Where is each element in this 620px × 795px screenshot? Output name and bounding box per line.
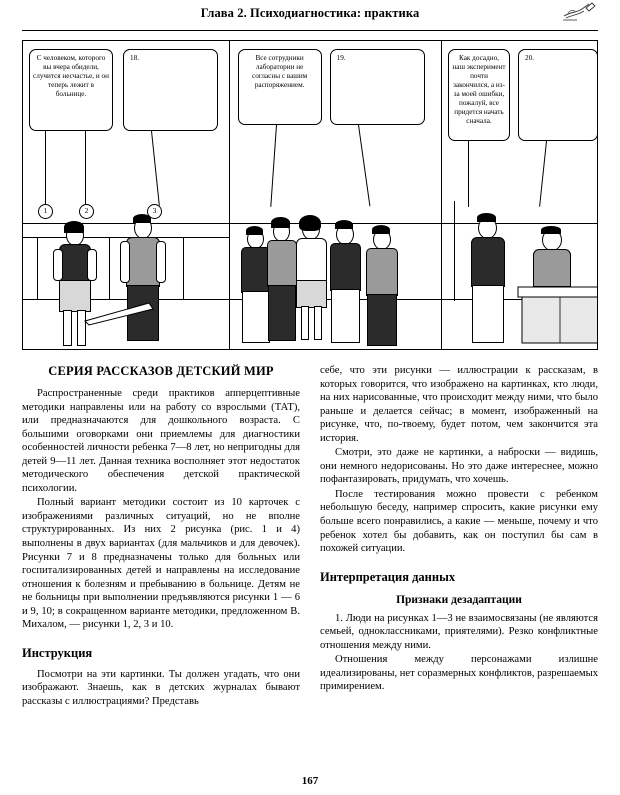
comic-panel-3 <box>442 41 597 349</box>
wall-edge-2 <box>109 237 110 299</box>
paragraph: После тестирования можно провести с ребенком небольшую беседу, например спросить, какие рисунки ему больше всего понравились, а какие — меньше, почему и что ребенок хотел бы добавить, как он поступил бы сам в похожей ситуации. <box>320 488 598 555</box>
speech-bubble-17: С человеком, которого вы вчера обидели, случится несчастье, и он теперь лежит в больнице. <box>29 49 113 131</box>
wall-edge-1 <box>37 237 38 299</box>
speech-bubble-18: 18. <box>123 49 218 131</box>
bubble-tail-4 <box>270 125 277 207</box>
page-number: 167 <box>301 775 319 787</box>
bubble-tail-1 <box>45 131 46 206</box>
panel-number-1: 1 <box>38 204 53 219</box>
right-column <box>320 364 598 709</box>
bubble-tail-7 <box>539 141 547 207</box>
speech-bubble-lab: Все сотрудники лаборатории не согласны с вашим распоряжением. <box>238 49 322 125</box>
signs-heading: Признаки дезадаптации <box>396 593 522 606</box>
header-divider <box>22 30 598 31</box>
paragraph: Посмотри на эти картинки. Ты должен угадать, что они изображают. Знаешь, как в детских журналах бывают рассказы с иллюстрациями? Представь <box>22 668 300 707</box>
figure-group-5 <box>362 223 402 345</box>
bubble-tail-2 <box>85 131 86 206</box>
paragraph: Распространенные среди практиков апперцептивные методики направлены или на работу со взрослыми (ТАТ), или предназначаются для дошкольного возраста. С большими оговорками они приемлемы для диагностики особенностей личности ребенка 7—8 лет, но непригодны для детей 9—11 лет. Данная техника восполняет этот недостаток методического обеспечения детской практической психологии. <box>22 388 300 494</box>
panel-number-3: 3 <box>147 204 162 219</box>
section-title: СЕРИЯ РАССКАЗОВ ДЕТСКИЙ МИР <box>48 364 274 378</box>
bubble-tail-5 <box>358 125 370 206</box>
bubble-tail-6 <box>468 141 469 207</box>
paragraph: Полный вариант методики состоит из 10 карточек с изображениями различных ситуаций, но не вполне структурированных. Из них 2 рисунка (рис. 1 и 4) выполнены в двух вариантах (для мальчиков и для девочек). Рисунки 7 и 8 предназначены только для больных или госпитализированных детей и направлены на исследование отношения к болезням и пребыванию в больнице. Детям не не больницы при выполнении предъявляются рисунки 1 — 6 и 9, 10; в сокращенном варианте методики, предложенном В. Михалом, — рисунки 1, 2, 3 и 10. <box>22 497 300 631</box>
panel-number-2: 2 <box>79 204 94 219</box>
left-column <box>22 364 300 709</box>
paragraph: Смотри, это даже не картинки, а наброски — видишь, они немного недорисованы. Но это даже интереснее, можно пофантазировать, придумать, что хочешь. <box>320 447 598 486</box>
article-body <box>22 364 598 709</box>
figure-group-3 <box>292 213 330 343</box>
paragraph: 1. Люди на рисунках 1—3 не взаимосвязаны (не являются семьей, одноклассниками, приятелями). Резко конфликтные отношения между ними. <box>320 612 598 651</box>
paragraph: себе, что эти рисунки — иллюстрации к рассказам, в которых говорится, что изображено на картинках, кто люди, на них нарисованные, что происходит между ними, что было раньше и делается сейчас; в момент, изображенный на рисунке, что, по-твоему, будет потом, чем закончится эта история. <box>320 365 598 444</box>
hand-writing-icon <box>562 0 598 22</box>
wall-edge-3 <box>183 237 184 299</box>
speech-bubble-19: 19. <box>330 49 425 125</box>
figure-standing-man <box>466 213 510 347</box>
figure-group-4 <box>326 219 364 345</box>
speech-bubble-20: 20. <box>518 49 597 141</box>
speech-bubble-experiment: Как досадно, наш эксперимент почти закончился, а из-за моей ошибки, пожалуй, все придется начать сначала. <box>448 49 510 141</box>
paragraph: Отношения между персонажами излишне идеализированы, нет соразмерных конфликтов, разрешаемых примирением. <box>320 654 598 693</box>
page-header <box>22 0 598 34</box>
bubble-tail-3 <box>151 131 160 206</box>
instruction-heading: Инструкция <box>22 645 93 660</box>
comic-panel-2 <box>230 41 442 349</box>
prop-board <box>83 299 155 332</box>
interpretation-heading: Интерпретация данных <box>320 569 456 584</box>
page-title: Глава 2. Психодиагностика: практика <box>200 6 420 20</box>
door-edge <box>454 201 455 301</box>
comic-strip <box>22 40 598 350</box>
comic-panel-1 <box>23 41 230 349</box>
prop-desk <box>516 285 597 349</box>
